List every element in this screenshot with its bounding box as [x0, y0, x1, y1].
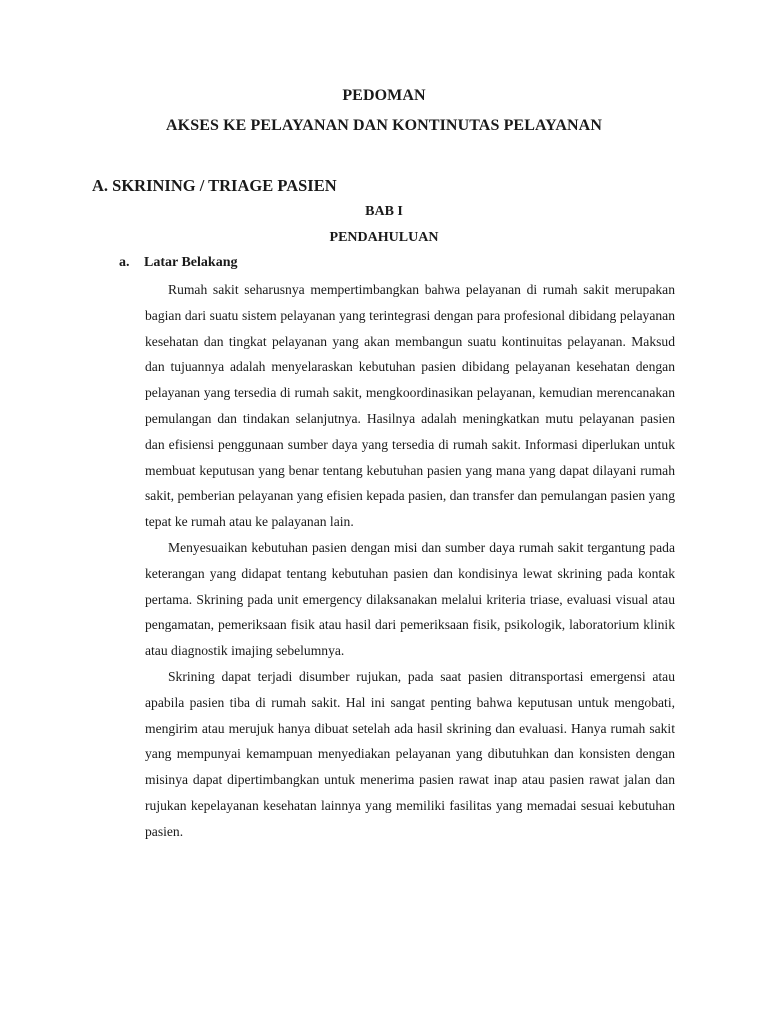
chapter-title: PENDAHULUAN [329, 230, 439, 245]
paragraph-1: Rumah sakit seharusnya mempertimbangkan bahwa pelayanan di rumah sakit merupakan bagian dari suatu sistem pelayanan yang terintegrasi dengan para profesional dibidang pelayanan kesehatan dan tingkat pelayanan yang akan membangun suatu kontinuitas pelayanan. Maksud dan tujuannya adalah menyelaraskan kebutuhan pasien dibidang pelayanan kesehatan dengan pelayanan yang tersedia di rumah sakit, mengkoordinasikan pelayanan, kemudian merencanakan pemulangan dan tindakan selanjutnya. Hasilnya adalah meningkatkan mutu pelayanan pasien dan efisiensi penggunaan sumber daya yang tersedia di rumah sakit. Informasi diperlukan untuk membuat keputusan yang benar tentang kebutuhan pasien yang mana yang dapat dilayani rumah sakit, pemberian pelayanan yang efisien kepada pasien, dan transfer dan pemulangan pasien yang tepat ke rumah atau ke palayanan lain. [145, 282, 675, 530]
document-title: PEDOMAN [342, 87, 426, 104]
subsection-heading [119, 255, 237, 271]
subsection-title: Latar Belakang [144, 255, 238, 270]
paragraph-3: Skrining dapat terjadi disumber rujukan, pada saat pasien ditransportasi emergensi atau apabila pasien tiba di rumah sakit. Hal ini sangat penting bahwa keputusan untuk mengobati, mengirim atau merujuk hanya dibuat setelah ada hasil skrining dan evaluasi. Hanya rumah sakit yang mempunyai kemampuan menyediakan pelayanan yang dibutuhkan dan konsisten dengan misinya dapat dipertimbangkan untuk menerima pasien rawat inap atau pasien rawat jalan dan rujukan kepelayanan kesehatan lainnya yang memiliki fasilitas yang memadai sesuai kebutuhan pasien. [145, 668, 675, 839]
body-text [145, 277, 675, 845]
subsection-marker: a. [119, 255, 130, 270]
section-heading: A. SKRINING / TRIAGE PASIEN [92, 176, 337, 195]
document-subtitle: AKSES KE PELAYANAN DAN KONTINUTAS PELAYANAN [166, 117, 602, 134]
paragraph-2: Menyesuaikan kebutuhan pasien dengan misi dan sumber daya rumah sakit tergantung pada keterangan yang didapat tentang kebutuhan pasien dan kondisinya lewat skrining pada kontak pertama. Skrining pada unit emergency dilaksanakan melalui kriteria triase, evaluasi visual atau pengamatan, pemeriksaan fisik atau hasil dari pemeriksaan fisik, psikologik, laboratorium klinik atau diagnostik imajing sebelumnya. [145, 539, 675, 659]
chapter-number: BAB I [365, 204, 403, 219]
